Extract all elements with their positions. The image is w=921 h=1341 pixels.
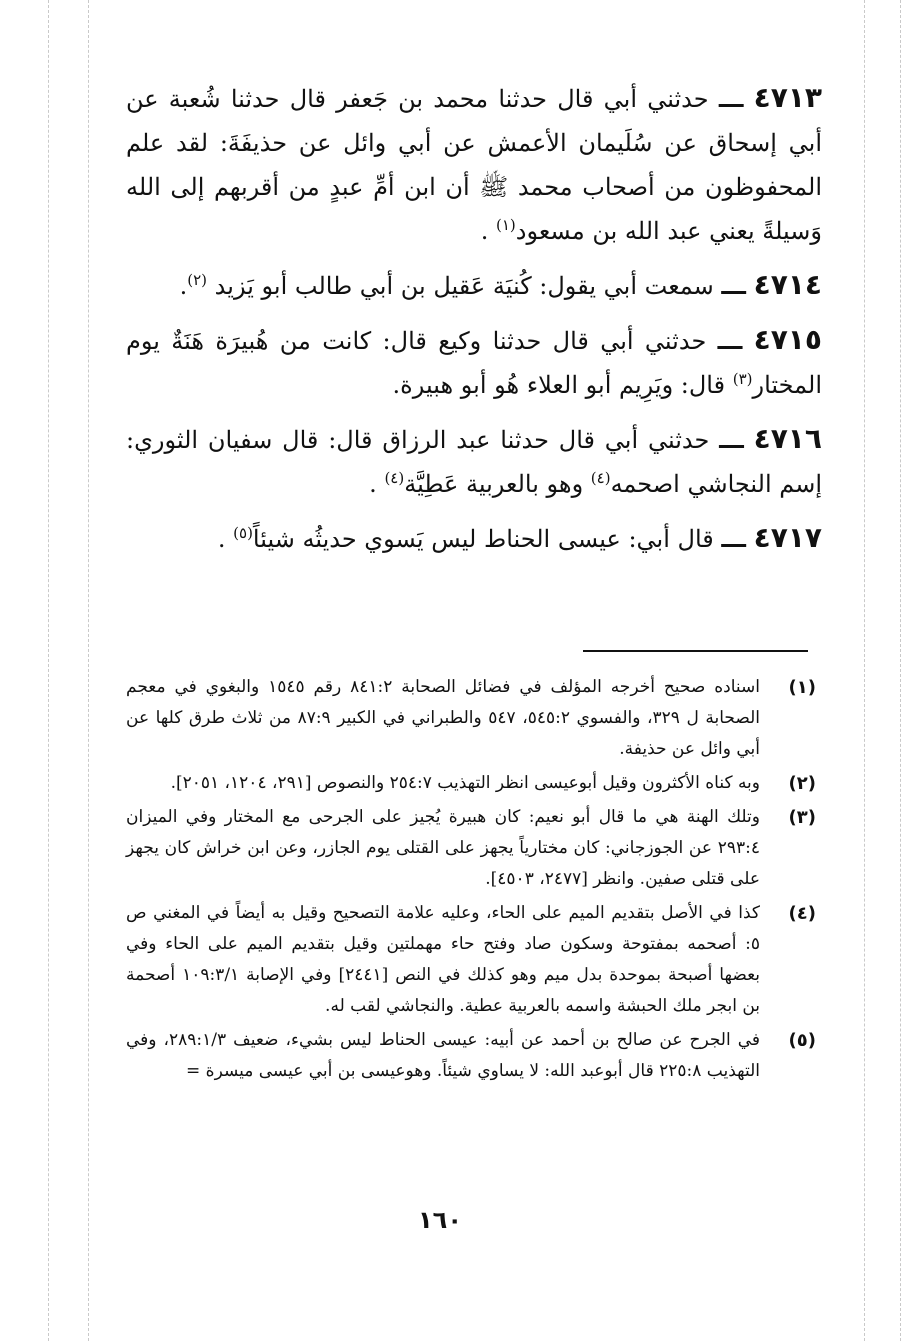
- entry-text: حدثني أبي قال حدثنا وكيع قال: كانت من هُبيرَة هَنَةٌ يوم المختار: [126, 327, 822, 399]
- hadith-entry-4717: [126, 516, 822, 561]
- footnote-ref: (١): [495, 216, 516, 234]
- footnote-ref: (٥): [233, 524, 253, 542]
- hadith-entry-4714: [126, 263, 822, 308]
- scan-gridline: [900, 0, 901, 1341]
- entry-dash: ـــ: [717, 327, 743, 355]
- footnote-marker: (٢): [788, 773, 816, 794]
- footnote-text: كذا في الأصل بتقديم الميم على الحاء، وعليه علامة التصحيح وقيل به أيضاً في المغني ص ٥: أصحمه بمفتوحة وسكون صاد وفتح حاء مهملتين وقيل بتقديم الميم على الحاء وفي بعضها أصبحة بموحدة بدل ميم وهو كذلك في النص [٢٤٤١] وفي الإصابة ١٠٩:٣/١ أصحمة بن ابجر ملك الحبشة واسمه بالعربية عطية. والنجاشي لقب له.: [126, 903, 760, 1016]
- entry-end: .: [217, 525, 234, 553]
- entry-text: قال أبي: عيسى الحناط ليس يَسوي حديثُه شيئاً: [252, 525, 714, 553]
- entry-number: ٤٧١٦: [753, 422, 822, 455]
- footnote-text: وبه كناه الأكثرون وقيل أبوعيسى انظر التهذيب ٢٥٤:٧ والنصوص [٢٩١، ١٢٠٤، ٢٠٥١].: [170, 773, 760, 793]
- footnote-marker: (٤): [788, 903, 816, 924]
- footnote-text: اسناده صحيح أخرجه المؤلف في فضائل الصحابة ٨٤١:٢ رقم ١٥٤٥ والبغوي في معجم الصحابة ل ٣٢٩، والفسوي ٥٤٥:٢، ٥٤٧ والطبراني في الكبير ٨٧:٩ من ثلاث طرق كلها عن أبي وائل عن حذيفة.: [126, 677, 760, 759]
- footnote-ref: (٤): [384, 469, 405, 487]
- entry-number: ٤٧١٥: [753, 323, 822, 356]
- scan-gridline: [864, 0, 865, 1341]
- entry-number: ٤٧١٧: [753, 521, 822, 554]
- footnote-5: [126, 1025, 816, 1087]
- entry-end: وهو بالعربية عَطِيَّة: [404, 470, 591, 498]
- footnote-ref: (٣): [732, 370, 753, 388]
- footnote-1: [126, 672, 816, 765]
- entry-end: قال: ويَرِيم أبو العلاء هُو أبو هبيرة.: [392, 371, 733, 399]
- footnote-text: وتلك الهنة هي ما قال أبو نعيم: كان هبيرة يُجيز على الجرحى مع المختار وفي الميزان ٢٩٣:٤ عن الجوزجاني: كان مختارياً يجهز على القتلى يوم الجازر، وعن ابن خراش كان يجهز على قتلى صفين. وانظر [٢٤٧٧، ٤٥٠٣].: [126, 807, 760, 889]
- footnote-ref: (٢): [187, 271, 208, 289]
- footnote-marker: (١): [788, 677, 816, 698]
- footnotes: [126, 672, 816, 1090]
- entry-number: ٤٧١٣: [753, 81, 822, 114]
- footnote-divider: [583, 650, 808, 652]
- main-text: [126, 76, 822, 571]
- hadith-entry-4715: [126, 318, 822, 407]
- entry-number: ٤٧١٤: [753, 268, 822, 301]
- footnote-marker: (٣): [788, 807, 816, 828]
- page-number: ١٦٠: [418, 1206, 462, 1234]
- entry-text: سمعت أبي يقول: كُنيَة عَقيل بن أبي طالب أبو يَزيد: [214, 272, 714, 300]
- entry-end: .: [179, 272, 188, 300]
- entry-dash: ـــ: [721, 272, 746, 300]
- entry-dash: ـــ: [718, 85, 744, 113]
- footnote-text: في الجرح عن صالح بن أحمد عن أبيه: عيسى الحناط ليس بشيء، ضعيف ٢٨٩:١/٣، وفي التهذيب ٢٢٥:٨ قال أبوعبد الله: لا يساوي شيئاً. وهوعيسى بن أبي عيسى ميسرة =: [126, 1030, 760, 1081]
- scan-gridline: [48, 0, 49, 1341]
- footnote-4: [126, 898, 816, 1022]
- footnote-2: [126, 768, 816, 799]
- entry-dash: ـــ: [719, 426, 744, 454]
- hadith-entry-4713: [126, 76, 822, 253]
- footnote-3: [126, 802, 816, 895]
- entry-end: .: [369, 470, 385, 498]
- entry-dash: ـــ: [721, 525, 746, 553]
- entry-text: حدثني أبي قال حدثنا محمد بن جَعفر قال حدثنا شُعبة عن أبي إسحاق عن سُلَيمان الأعمش عن أبي وائل عن حذيفَةَ: لقد علم المحفوظون من أصحاب محمد ﷺ أن ابن أمِّ عبدٍ من أقربهم إلى الله وَسيلةً يعني عبد الله بن مسعود: [126, 85, 822, 245]
- entry-end: .: [480, 217, 496, 245]
- footnote-marker: (٥): [788, 1030, 816, 1051]
- entry-text: حدثني أبي قال حدثنا عبد الرزاق قال: قال سفيان الثوري: إسم النجاشي اصحمه: [126, 426, 822, 498]
- hadith-entry-4716: [126, 417, 822, 506]
- scan-gridline: [88, 0, 89, 1341]
- footnote-ref: (٤): [590, 469, 611, 487]
